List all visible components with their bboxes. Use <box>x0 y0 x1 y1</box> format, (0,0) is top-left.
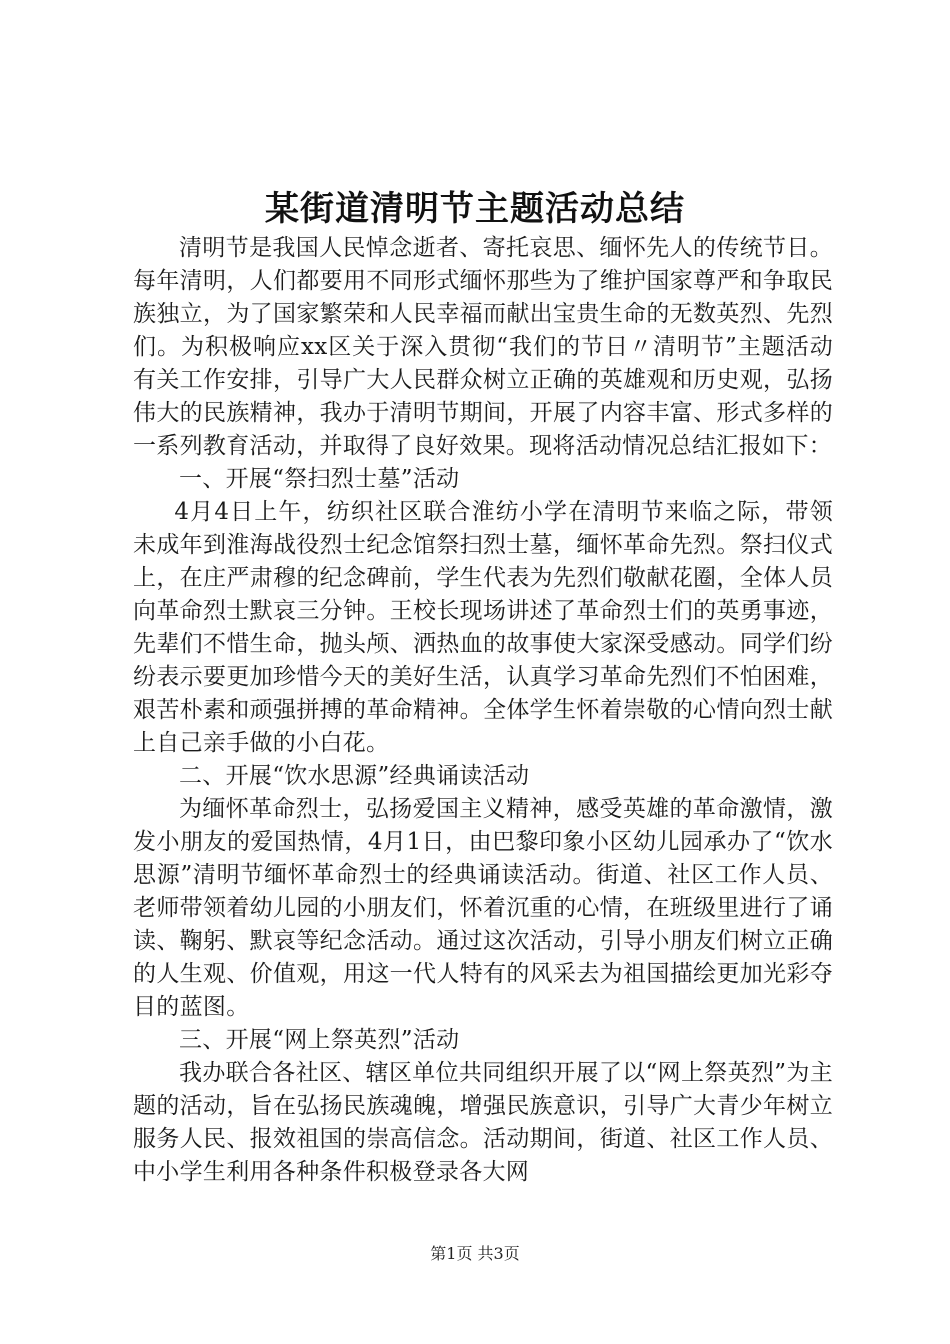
section-paragraph-2: 为缅怀革命烈士，弘扬爱国主义精神，感受英雄的革命激情，激发小朋友的爱国热情，4月1日，由巴黎印象小区幼儿园承办了“饮水思源”清明节缅怀革命烈士的经典诵读活动。街道、社区工作人员、老师带领着幼儿园的小朋友们，怀着沉重的心情，在班级里进行了诵读、鞠躬、默哀等纪念活动。通过这次活动，引导小朋友们树立正确的人生观、价值观，用这一代人特有的风采去为祖国描绘更加光彩夺目的蓝图。 <box>133 796 833 1020</box>
section-paragraph-1: 4月4日上午，纺织社区联合淮纺小学在清明节来临之际，带领未成年到淮海战役烈士纪念馆祭扫烈士墓，缅怀革命先烈。祭扫仪式上，在庄严肃穆的纪念碑前，学生代表为先烈们敬献花圈，全体人员向革命烈士默哀三分钟。王校长现场讲述了革命烈士们的英勇事迹，先辈们不惜生命，抛头颅、洒热血的故事使大家深受感动。同学们纷纷表示要更加珍惜今天的美好生活，认真学习革命先烈们不怕困难，艰苦朴素和顽强拼搏的革命精神。全体学生怀着崇敬的心情向烈士献上自己亲手做的小白花。 <box>133 499 833 756</box>
section-heading-2: 二、开展“饮水思源”经典诵读活动 <box>179 763 530 789</box>
document-title: 某街道清明节主题活动总结 <box>265 189 685 229</box>
section-heading-1: 一、开展“祭扫烈士墓”活动 <box>179 466 460 492</box>
intro-paragraph: 清明节是我国人民悼念逝者、寄托哀思、缅怀先人的传统节日。每年清明，人们都要用不同形式缅怀那些为了维护国家尊严和争取民族独立，为了国家繁荣和人民幸福而献出宝贵生命的无数英烈、先烈们。为积极响应xx区关于深入贯彻“我们的节日〃清明节”主题活动有关工作安排，引导广大人民群众树立正确的英雄观和历史观，弘扬伟大的民族精神，我办于清明节期间，开展了内容丰富、形式多样的一系列教育活动，并取得了良好效果。现将活动情况总结汇报如下： <box>133 235 833 459</box>
section-heading-3: 三、开展“网上祭英烈”活动 <box>179 1027 460 1053</box>
page-footer: 第1页 共3页 <box>430 1244 520 1263</box>
document-body <box>133 232 833 1189</box>
section-paragraph-3: 我办联合各社区、辖区单位共同组织开展了以“网上祭英烈”为主题的活动，旨在弘扬民族魂魄，增强民族意识，引导广大青少年树立服务人民、报效祖国的崇高信念。活动期间，街道、社区工作人员、中小学生利用各种条件积极登录各大网 <box>133 1060 833 1185</box>
